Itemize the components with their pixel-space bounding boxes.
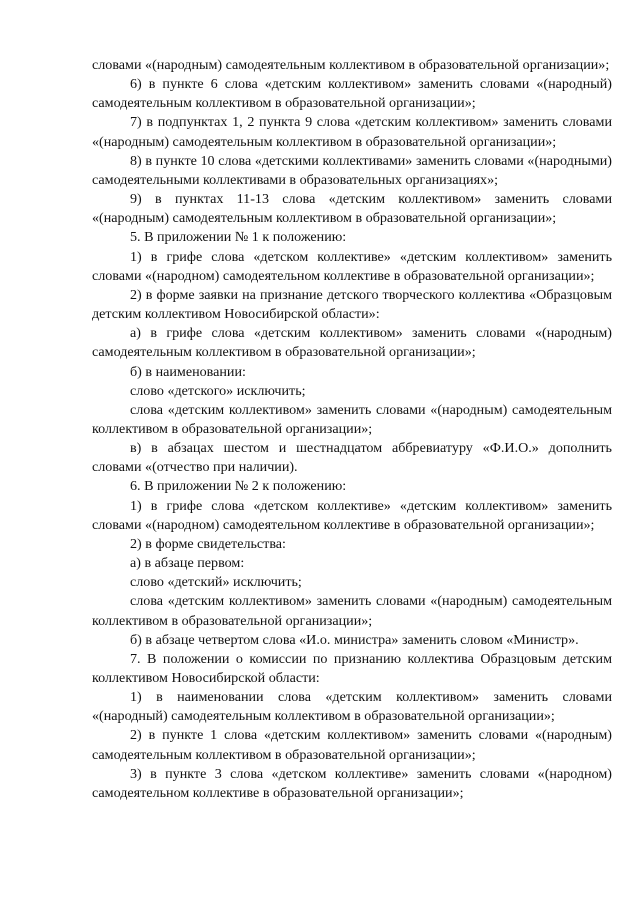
paragraph-16: 2) в форме свидетельства:	[130, 535, 286, 552]
paragraph-13: в) в абзацах шестом и шестнадцатом аббревиатуру «Ф.И.О.» дополнить словами «(отчество при наличии).	[92, 440, 612, 476]
paragraph-4: 8) в пункте 10 слова «детскими коллективами» заменить словами «(народными) самодеятельными коллективами в образовательных организациях»;	[92, 152, 612, 188]
paragraph-8: 2) в форме заявки на признание детского творческого коллектива «Образцовым детским коллективом Новосибирской области»:	[92, 286, 612, 323]
paragraph-17: а) в абзаце первом:	[130, 555, 245, 572]
paragraph-10: б) в наименовании:	[130, 363, 246, 380]
section-heading-6: 6. В приложении № 2 к положению:	[130, 478, 347, 495]
paragraph-11: слово «детского» исключить;	[130, 382, 306, 399]
paragraph-20: б) в абзаце четвертом слова «И.о. министра» заменить словом «Министр».	[130, 631, 579, 648]
section-heading-5: 5. В приложении № 1 к положению:	[130, 229, 347, 246]
paragraph-2: 6) в пункте 6 слова «детским коллективом» заменить словами «(народный) самодеятельным коллективом в образовательной организации»;	[92, 76, 612, 112]
paragraph-23: 2) в пункте 1 слова «детским коллективом» заменить словами «(народным) самодеятельным коллективом в образовательной организации»;	[92, 727, 612, 763]
paragraph-24: 3) в пункте 3 слова «детском коллективе» заменить словами «(народном) самодеятельном коллективе в образовательной организации»;	[92, 765, 612, 801]
section-heading-7: 7. В положении о комиссии по признанию коллектива Образцовым детским коллективом Новосибирской области:	[92, 650, 612, 686]
paragraph-19: слова «детским коллективом» заменить словами «(народным) самодеятельным коллективом в образовательной организации»;	[92, 593, 612, 629]
paragraph-15: 1) в грифе слова «детском коллективе» «детским коллективом» заменить словами «(народном) самодеятельном коллективе в образовательной организации»;	[92, 497, 612, 533]
paragraph-12: слова «детским коллективом» заменить словами «(народным) самодеятельным коллективом в образовательной организации»;	[92, 401, 612, 437]
paragraph-9: а) в грифе слова «детским коллективом» заменить словами «(народным) самодеятельным коллективом в образовательной организации»;	[92, 325, 612, 361]
paragraph-5: 9) в пунктах 11-13 слова «детским коллективом» заменить словами «(народным) самодеятельным коллективом в образовательной организации»;	[92, 191, 612, 227]
paragraph-1: словами «(народным) самодеятельным коллективом в образовательной организации»;	[92, 57, 610, 73]
paragraph-3: 7) в подпунктах 1, 2 пункта 9 слова «детским коллективом» заменить словами «(народным) самодеятельным коллективом в образовательной организации»;	[92, 114, 612, 150]
paragraph-22: 1) в наименовании слова «детским коллективом» заменить словами «(народный) самодеятельным коллективом в образовательной организации»;	[92, 689, 612, 725]
paragraph-18: слово «детский» исключить;	[130, 574, 302, 591]
paragraph-7: 1) в грифе слова «детском коллективе» «детским коллективом» заменить словами «(народном) самодеятельном коллективе в образовательной организации»;	[92, 248, 612, 284]
document-page	[92, 56, 612, 803]
